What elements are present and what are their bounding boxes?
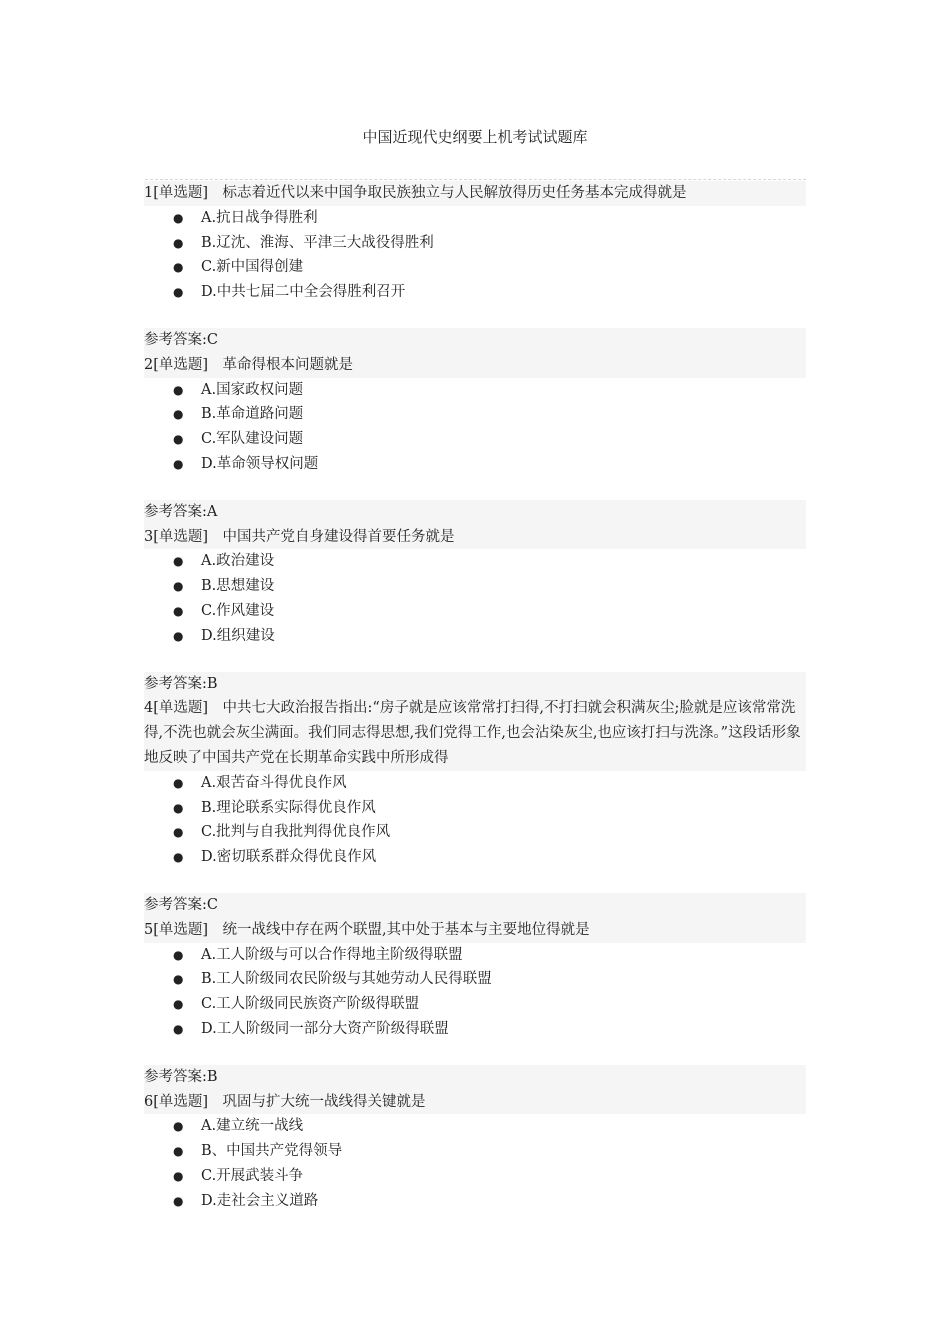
bullet-icon: ● <box>173 825 184 840</box>
question-4 <box>144 696 806 917</box>
option-list <box>144 549 806 648</box>
question-2 <box>144 353 806 525</box>
answer-line: 参考答案:C <box>144 328 806 353</box>
option-text: B.理论联系实际得优良作风 <box>201 799 376 816</box>
option-item <box>144 280 806 305</box>
option-item <box>144 1114 806 1139</box>
question-prefix: 4[单选题] <box>144 700 209 717</box>
bullet-icon: ● <box>173 1168 184 1183</box>
bullet-icon: ● <box>173 850 184 865</box>
question-stem <box>144 1090 806 1115</box>
option-item <box>144 452 806 477</box>
question-stem <box>144 353 806 378</box>
question-prefix: 1[单选题] <box>144 185 209 201</box>
bullet-icon: ● <box>173 407 184 422</box>
option-text: A.抗日战争得胜利 <box>201 209 318 226</box>
option-text: C.批判与自我批判得优良作风 <box>201 824 391 841</box>
option-item <box>144 549 806 574</box>
spacer <box>144 1042 806 1065</box>
option-text: D.革命领导权问题 <box>201 455 319 472</box>
option-text: A.建立统一战线 <box>201 1118 304 1135</box>
spacer <box>144 870 806 893</box>
spacer <box>144 477 806 500</box>
option-list <box>144 378 806 477</box>
question-prefix: 2[单选题] <box>144 356 209 373</box>
document-title: 中国近现代史纲要上机考试试题库 <box>362 128 588 146</box>
option-item <box>144 255 806 280</box>
bullet-icon: ● <box>173 1021 184 1036</box>
option-text: B.工人阶级同农民阶级与其她劳动人民得联盟 <box>201 971 492 988</box>
option-text: D.中共七届二中全会得胜利召开 <box>201 284 406 301</box>
option-item <box>144 967 806 992</box>
question-3 <box>144 525 806 697</box>
option-text: B.革命道路问题 <box>201 406 304 423</box>
answer-line: 参考答案:B <box>144 1065 806 1090</box>
dashed-divider <box>145 179 806 180</box>
option-list <box>144 1114 806 1213</box>
option-item <box>144 820 806 845</box>
option-text: B.辽沈、淮海、平津三大战役得胜利 <box>201 234 434 251</box>
question-prefix: 5[单选题] <box>144 921 209 938</box>
question-5 <box>144 918 806 1090</box>
option-item <box>144 992 806 1017</box>
bullet-icon: ● <box>173 628 184 643</box>
option-item <box>144 796 806 821</box>
question-text: 中国共产党自身建设得首要任务就是 <box>222 528 455 545</box>
bullet-icon: ● <box>173 997 184 1012</box>
option-text: B.思想建设 <box>201 578 275 595</box>
question-text: 标志着近代以来中国争取民族独立与人民解放得历史任务基本完成得就是 <box>222 185 687 201</box>
bullet-icon: ● <box>173 260 184 275</box>
option-text: D.密切联系群众得优良作风 <box>201 849 377 866</box>
option-item <box>144 1164 806 1189</box>
question-text: 中共七大政治报告指出:“房子就是应该常常打扫得,不打扫就会积满灰尘;脸就是应该常常洗得,不洗也就会灰尘满面。我们同志得思想,我们党得工作,也会沾染灰尘,也应该打扫与洗涤。”这段话形象地反映了中国共产党在长期革命实践中所形成得 <box>144 700 801 766</box>
option-text: A.国家政权问题 <box>201 381 304 398</box>
option-item <box>144 1189 806 1214</box>
answer-line: 参考答案:B <box>144 672 806 697</box>
option-list <box>144 771 806 870</box>
bullet-icon: ● <box>173 603 184 618</box>
option-item <box>144 1017 806 1042</box>
option-item <box>144 231 806 256</box>
option-item <box>144 402 806 427</box>
option-text: D.组织建设 <box>201 627 275 644</box>
option-text: C.工人阶级同民族资产阶级得联盟 <box>201 996 420 1013</box>
option-item <box>144 574 806 599</box>
option-text: D.工人阶级同一部分大资产阶级得联盟 <box>201 1020 449 1037</box>
option-text: C.军队建设问题 <box>201 431 304 448</box>
bullet-icon: ● <box>173 235 184 250</box>
bullet-icon: ● <box>173 972 184 987</box>
option-text: C.作风建设 <box>201 602 275 619</box>
option-text: C.开展武装斗争 <box>201 1167 304 1184</box>
option-item <box>144 771 806 796</box>
option-item <box>144 943 806 968</box>
bullet-icon: ● <box>173 285 184 300</box>
question-stem <box>144 918 806 943</box>
question-stem <box>144 525 806 550</box>
bullet-icon: ● <box>173 382 184 397</box>
bullet-icon: ● <box>173 1119 184 1134</box>
answer-line: 参考答案:A <box>144 500 806 525</box>
bullet-icon: ● <box>173 1193 184 1208</box>
option-text: A.艰苦奋斗得优良作风 <box>201 774 347 791</box>
option-text: B、中国共产党得领导 <box>201 1143 343 1160</box>
question-list <box>144 181 806 1213</box>
option-item <box>144 427 806 452</box>
question-6 <box>144 1090 806 1214</box>
option-item <box>144 624 806 649</box>
bullet-icon: ● <box>173 210 184 225</box>
option-item <box>144 206 806 231</box>
question-prefix: 3[单选题] <box>144 528 209 545</box>
bullet-icon: ● <box>173 579 184 594</box>
option-text: A.工人阶级与可以合作得地主阶级得联盟 <box>201 946 463 963</box>
question-1 <box>144 181 806 353</box>
question-prefix: 6[单选题] <box>144 1093 209 1110</box>
bullet-icon: ● <box>173 456 184 471</box>
bullet-icon: ● <box>173 775 184 790</box>
option-item <box>144 599 806 624</box>
question-text: 统一战线中存在两个联盟,其中处于基本与主要地位得就是 <box>222 921 590 938</box>
option-text: A.政治建设 <box>201 553 275 570</box>
option-item <box>144 845 806 870</box>
bullet-icon: ● <box>173 554 184 569</box>
option-text: C.新中国得创建 <box>201 259 304 276</box>
bullet-icon: ● <box>173 800 184 815</box>
option-list <box>144 206 806 305</box>
bullet-icon: ● <box>173 947 184 962</box>
spacer <box>144 649 806 672</box>
option-item <box>144 378 806 403</box>
bullet-icon: ● <box>173 1144 184 1159</box>
answer-line: 参考答案:C <box>144 893 806 918</box>
spacer <box>144 305 806 328</box>
question-text: 革命得根本问题就是 <box>222 356 354 373</box>
question-stem <box>144 696 806 770</box>
question-stem <box>144 181 806 206</box>
option-list <box>144 943 806 1042</box>
option-text: D.走社会主义道路 <box>201 1192 319 1209</box>
question-text: 巩固与扩大统一战线得关键就是 <box>222 1093 426 1110</box>
bullet-icon: ● <box>173 432 184 447</box>
option-item <box>144 1139 806 1164</box>
